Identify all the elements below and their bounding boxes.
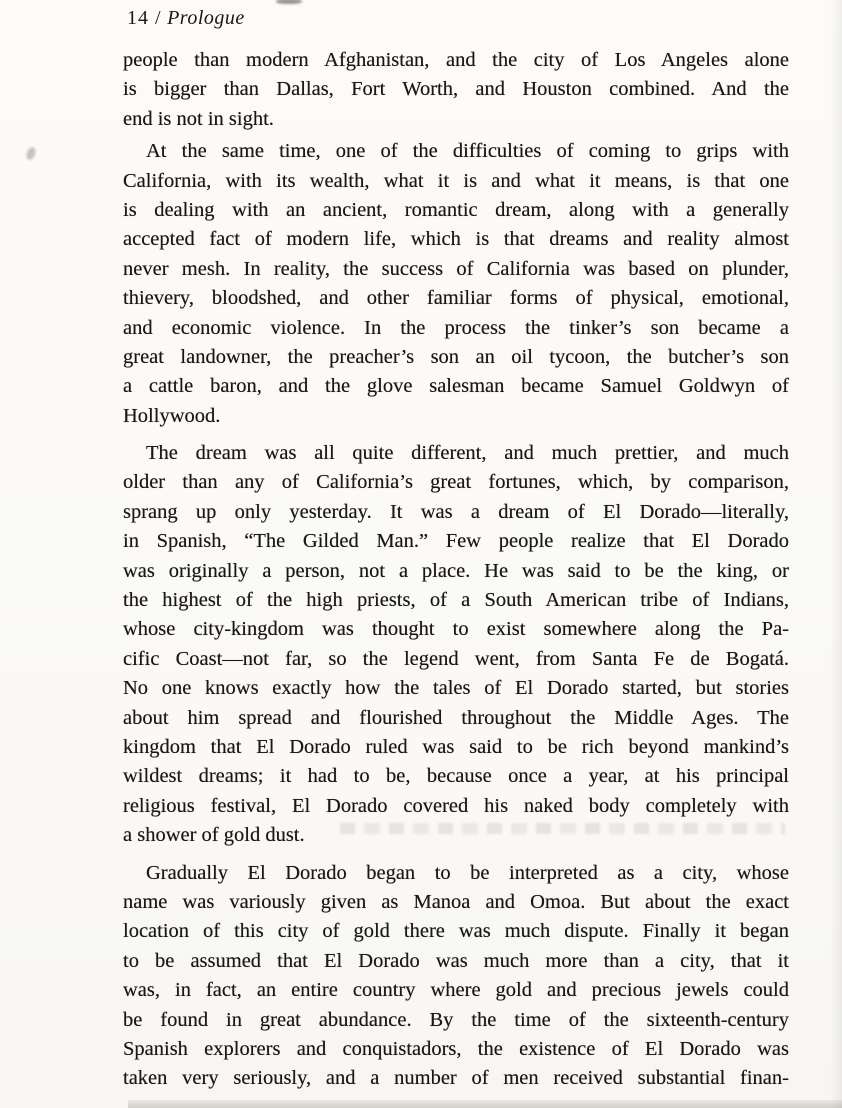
text-line: Hollywood.: [123, 404, 221, 427]
text-line: cific Coast—not far, so the legend went, from Santa Fe de Bogatá.: [123, 647, 789, 670]
body-text: [123, 46, 789, 1094]
text-line: Gradually El Dorado began to be interpreted as a city, whose: [146, 861, 789, 884]
text-line: taken very seriously, and a number of men received substantial finan-: [123, 1067, 789, 1090]
text-line: great landowner, the preacher’s son an oil tycoon, the butcher’s son: [123, 345, 789, 368]
text-line: California, with its wealth, what it is and what it means, is that one: [123, 169, 789, 192]
text-line: wildest dreams; it had to be, because once a year, at his principal: [123, 765, 789, 788]
text-line: thievery, bloodshed, and other familiar forms of physical, emotional,: [123, 287, 789, 310]
text-line: be found in great abundance. By the time of the sixteenth-century: [123, 1008, 789, 1031]
text-line: about him spread and flourished throughout the Middle Ages. The: [123, 706, 789, 729]
text-line: to be assumed that El Dorado was much more than a city, that it: [123, 949, 789, 972]
text-line: whose city-kingdom was thought to exist somewhere along the Pa-: [123, 618, 789, 641]
text-line: No one knows exactly how the tales of El Dorado started, but stories: [123, 677, 789, 700]
paragraph: [123, 439, 789, 850]
scan-smudge-top: [276, 0, 302, 4]
text-line: a cattle baron, and the glove salesman became Samuel Goldwyn of: [123, 375, 789, 398]
text-line: accepted fact of modern life, which is that dreams and reality almost: [123, 228, 789, 251]
text-line: the highest of the high priests, of a South American tribe of Indians,: [123, 589, 789, 612]
text-line: location of this city of gold there was much dispute. Finally it began: [123, 920, 789, 943]
text-line: At the same time, one of the difficulties of coming to grips with: [146, 140, 789, 163]
text-line: in Spanish, “The Gilded Man.” Few people realize that El Dorado: [123, 530, 789, 553]
text-line: name was variously given as Manoa and Omoa. But about the exact: [123, 890, 789, 913]
scan-bottom-edge-band: [128, 1100, 842, 1108]
text-line: a shower of gold dust.: [123, 824, 305, 847]
page-number: 14: [127, 7, 149, 29]
paragraph: [123, 46, 789, 134]
text-line: end is not in sight.: [123, 107, 274, 130]
text-line: was originally a person, not a place. He was said to be the king, or: [123, 559, 789, 582]
chapter-title: Prologue: [167, 7, 245, 29]
text-line: religious festival, El Dorado covered his naked body completely with: [123, 794, 789, 817]
text-line: people than modern Afghanistan, and the city of Los Angeles alone: [123, 49, 789, 71]
text-line: Spanish explorers and conquistadors, the existence of El Dorado was: [123, 1037, 789, 1060]
running-head-separator: /: [155, 7, 162, 29]
paragraph: [123, 859, 789, 1094]
text-line: sprang up only yesterday. It was a dream of El Dorado—literally,: [123, 500, 789, 523]
text-line: never mesh. In reality, the success of California was based on plunder,: [123, 257, 789, 280]
text-line: and economic violence. In the process the tinker’s son became a: [123, 316, 789, 339]
scan-smudge-left-margin: [25, 146, 37, 161]
text-line: is dealing with an ancient, romantic dream, along with a generally: [123, 198, 789, 221]
paragraph: [123, 137, 789, 431]
text-line: kingdom that El Dorado ruled was said to be rich beyond mankind’s: [123, 735, 789, 758]
text-line: is bigger than Dallas, Fort Worth, and Houston combined. And the: [123, 78, 789, 101]
page-right-edge-shading: [830, 0, 842, 1108]
text-line: The dream was all quite different, and much prettier, and much: [146, 442, 789, 465]
text-line: older than any of California’s great fortunes, which, by comparison,: [123, 471, 789, 494]
text-line: was, in fact, an entire country where gold and precious jewels could: [123, 979, 789, 1002]
running-head: [127, 7, 245, 30]
